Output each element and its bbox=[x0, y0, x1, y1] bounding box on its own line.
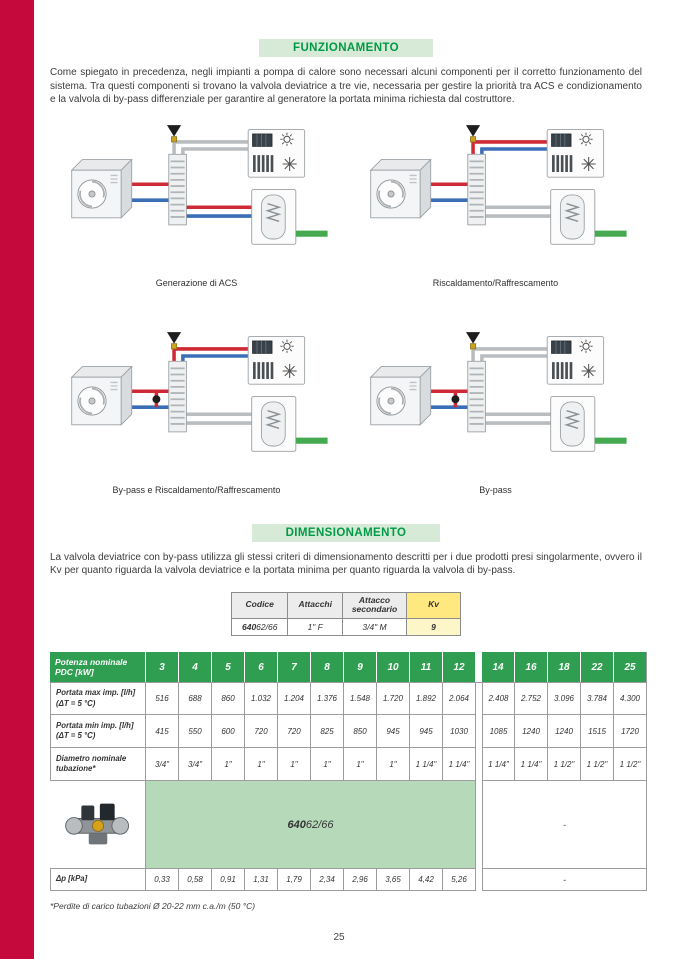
product-dash-cell: - bbox=[482, 781, 647, 869]
diagram-caption: By-pass e Riscaldamento/Raffrescamento bbox=[112, 484, 281, 495]
code-prefix: 640 bbox=[241, 622, 257, 633]
diametro-value: 1" bbox=[344, 748, 377, 781]
piping-schematic-acs bbox=[59, 119, 335, 269]
dp-dash-cell: - bbox=[482, 869, 647, 891]
diametro-value: 3/4" bbox=[146, 748, 179, 781]
diametro-value: 1 1/4" bbox=[482, 748, 515, 781]
diametro-value: 1" bbox=[278, 748, 311, 781]
diametro-value: 1" bbox=[311, 748, 344, 781]
portata-min-value: 1720 bbox=[614, 715, 647, 748]
power-col: 5 bbox=[212, 652, 245, 682]
dimensionamento-intro: La valvola deviatrice con by-pass utilizza gli stessi criteri di dimensionamento descritti per i due prodotti presi singolarmente, ovvero il Kv per quanto riguarda la valvola deviatrice e la portata minima per quanto riguarda la valvola di by-pass. bbox=[50, 551, 642, 576]
portata-max-value: 4.300 bbox=[614, 682, 647, 715]
row-label bbox=[50, 715, 146, 748]
power-col: 10 bbox=[377, 652, 410, 682]
funzionamento-intro: Come spiegato in precedenza, negli impianti a pompa di calore sono necessari alcuni componenti per il corretto funzionamento del sistema. Tra questi componenti si trovano la valvola deviatrice a tre vie, necessaria per gestire la priorità tra ACS e condizionamento e la valvola di by-pass differenziale per garantire al generatore la portata minima richiesta dal costruttore. bbox=[50, 67, 642, 105]
portata-max-value: 1.204 bbox=[278, 682, 311, 715]
product-row bbox=[50, 781, 647, 869]
spec-codice bbox=[231, 619, 287, 636]
diagram-caption: By-pass bbox=[479, 484, 512, 495]
portata-max-value: 516 bbox=[146, 682, 179, 715]
portata-max-value: 1.720 bbox=[377, 682, 410, 715]
diagram-bypass-riscaldamento bbox=[50, 326, 343, 495]
power-col: 7 bbox=[278, 652, 311, 682]
diagram-generazione-acs bbox=[50, 119, 343, 288]
diametro-value: 1 1/4" bbox=[410, 748, 443, 781]
portata-min-value: 600 bbox=[212, 715, 245, 748]
power-col: 16 bbox=[515, 652, 548, 682]
sizing-table bbox=[50, 652, 647, 891]
power-col: 12 bbox=[443, 652, 476, 682]
spec-attacco-secondario: 3/4" M bbox=[343, 619, 407, 636]
spec-header-attacchi: Attacchi bbox=[288, 592, 343, 619]
portata-min-value: 720 bbox=[245, 715, 278, 748]
portata-min-value: 1515 bbox=[581, 715, 614, 748]
diagram-caption: Generazione di ACS bbox=[155, 277, 238, 288]
piping-schematic-bypass bbox=[358, 326, 634, 476]
piping-schematic-bypass-riscaldamento bbox=[59, 326, 335, 476]
portata-max-value: 1.376 bbox=[311, 682, 344, 715]
dp-value: 0,33 bbox=[146, 869, 179, 891]
diametro-value: 3/4" bbox=[179, 748, 212, 781]
diametro-value: 1 1/4" bbox=[443, 748, 476, 781]
diametro-value: 1 1/2" bbox=[548, 748, 581, 781]
dp-value: 5,26 bbox=[443, 869, 476, 891]
diagram-caption: Riscaldamento/Raffrescamento bbox=[432, 277, 559, 288]
dp-value: 3,65 bbox=[377, 869, 410, 891]
spec-header-kv: Kv bbox=[407, 592, 461, 619]
power-col: 14 bbox=[482, 652, 515, 682]
portata-min-value: 720 bbox=[278, 715, 311, 748]
dp-value: 2,34 bbox=[311, 869, 344, 891]
power-col: 22 bbox=[581, 652, 614, 682]
diametro-value: 1 1/2" bbox=[581, 748, 614, 781]
product-photo bbox=[61, 794, 135, 854]
spec-header-attacco-secondario: Attacco secondario bbox=[343, 592, 407, 619]
diametro-row bbox=[50, 748, 647, 781]
row-label: Δp [kPa] bbox=[50, 869, 146, 891]
spec-attacchi: 1" F bbox=[288, 619, 343, 636]
row-label bbox=[50, 682, 146, 715]
power-col: 3 bbox=[146, 652, 179, 682]
page-number: 25 bbox=[333, 932, 345, 943]
portata-max-value: 1.892 bbox=[410, 682, 443, 715]
code-prefix: 640 bbox=[287, 818, 306, 831]
dimensionamento-band-row bbox=[50, 523, 642, 542]
portata-max-value: 1.548 bbox=[344, 682, 377, 715]
portata-min-value: 1030 bbox=[443, 715, 476, 748]
sizing-header-label: Potenza nominale PDC [kW] bbox=[50, 652, 146, 682]
diametro-value: 1" bbox=[245, 748, 278, 781]
portata-min-value: 1085 bbox=[482, 715, 515, 748]
diagram-grid bbox=[50, 119, 642, 495]
power-col: 4 bbox=[179, 652, 212, 682]
spec-kv: 9 bbox=[407, 619, 461, 636]
dp-value: 1,79 bbox=[278, 869, 311, 891]
product-code-cell bbox=[146, 781, 476, 869]
portata-min-value: 415 bbox=[146, 715, 179, 748]
dp-value: 2,96 bbox=[344, 869, 377, 891]
footnote: *Perdite di carico tubazioni Ø 20-22 mm c.a./m (50 °C) bbox=[50, 901, 256, 912]
brand-spine bbox=[0, 0, 34, 959]
row-label-text: Portata max imp. [l/h] bbox=[56, 688, 136, 698]
spec-header-codice: Codice bbox=[231, 592, 287, 619]
diagram-bypass bbox=[349, 326, 642, 495]
portata-max-value: 860 bbox=[212, 682, 245, 715]
portata-min-value: 1240 bbox=[515, 715, 548, 748]
spec-header-row bbox=[231, 592, 460, 619]
power-col: 8 bbox=[311, 652, 344, 682]
product-photo-cell bbox=[50, 781, 146, 869]
portata-min-value: 945 bbox=[377, 715, 410, 748]
dp-value: 4,42 bbox=[410, 869, 443, 891]
power-col: 18 bbox=[548, 652, 581, 682]
piping-schematic-riscaldamento bbox=[358, 119, 634, 269]
sizing-header-row bbox=[50, 652, 647, 682]
code-suffix: 62/66 bbox=[305, 818, 334, 831]
section-title-funzionamento: FUNZIONAMENTO bbox=[259, 39, 433, 57]
portata-max-value: 3.096 bbox=[548, 682, 581, 715]
power-col: 11 bbox=[410, 652, 443, 682]
portata-max-value: 688 bbox=[179, 682, 212, 715]
row-label-text: Portata min imp. [l/h] bbox=[56, 720, 134, 730]
power-col: 9 bbox=[344, 652, 377, 682]
portata-min-value: 825 bbox=[311, 715, 344, 748]
spec-table bbox=[231, 592, 461, 637]
diametro-value: 1 1/2" bbox=[614, 748, 647, 781]
dp-value: 0,91 bbox=[212, 869, 245, 891]
portata-max-value: 2.064 bbox=[443, 682, 476, 715]
row-label: Diametro nominale tubazione* bbox=[50, 748, 146, 781]
dp-row bbox=[50, 869, 647, 891]
portata-min-value: 550 bbox=[179, 715, 212, 748]
portata-max-value: 3.784 bbox=[581, 682, 614, 715]
portata-min-value: 945 bbox=[410, 715, 443, 748]
dp-value: 1,31 bbox=[245, 869, 278, 891]
code-suffix: 62/66 bbox=[256, 622, 278, 633]
power-col: 6 bbox=[245, 652, 278, 682]
portata-max-value: 2.752 bbox=[515, 682, 548, 715]
section-title-dimensionamento: DIMENSIONAMENTO bbox=[252, 524, 441, 542]
portata-max-value: 2.408 bbox=[482, 682, 515, 715]
diametro-value: 1" bbox=[377, 748, 410, 781]
funzionamento-band-row bbox=[50, 38, 642, 57]
portata-max-row bbox=[50, 682, 647, 715]
diametro-value: 1 1/4" bbox=[515, 748, 548, 781]
page-content bbox=[34, 0, 678, 959]
power-col: 25 bbox=[614, 652, 647, 682]
portata-min-row bbox=[50, 715, 647, 748]
portata-min-value: 850 bbox=[344, 715, 377, 748]
diametro-value: 1" bbox=[212, 748, 245, 781]
diagram-riscaldamento bbox=[349, 119, 642, 288]
portata-max-value: 1.032 bbox=[245, 682, 278, 715]
row-sublabel: (ΔT = 5 °C) bbox=[56, 698, 96, 708]
row-sublabel: (ΔT = 5 °C) bbox=[56, 731, 96, 741]
spec-value-row bbox=[231, 619, 460, 636]
dp-value: 0,58 bbox=[179, 869, 212, 891]
portata-min-value: 1240 bbox=[548, 715, 581, 748]
